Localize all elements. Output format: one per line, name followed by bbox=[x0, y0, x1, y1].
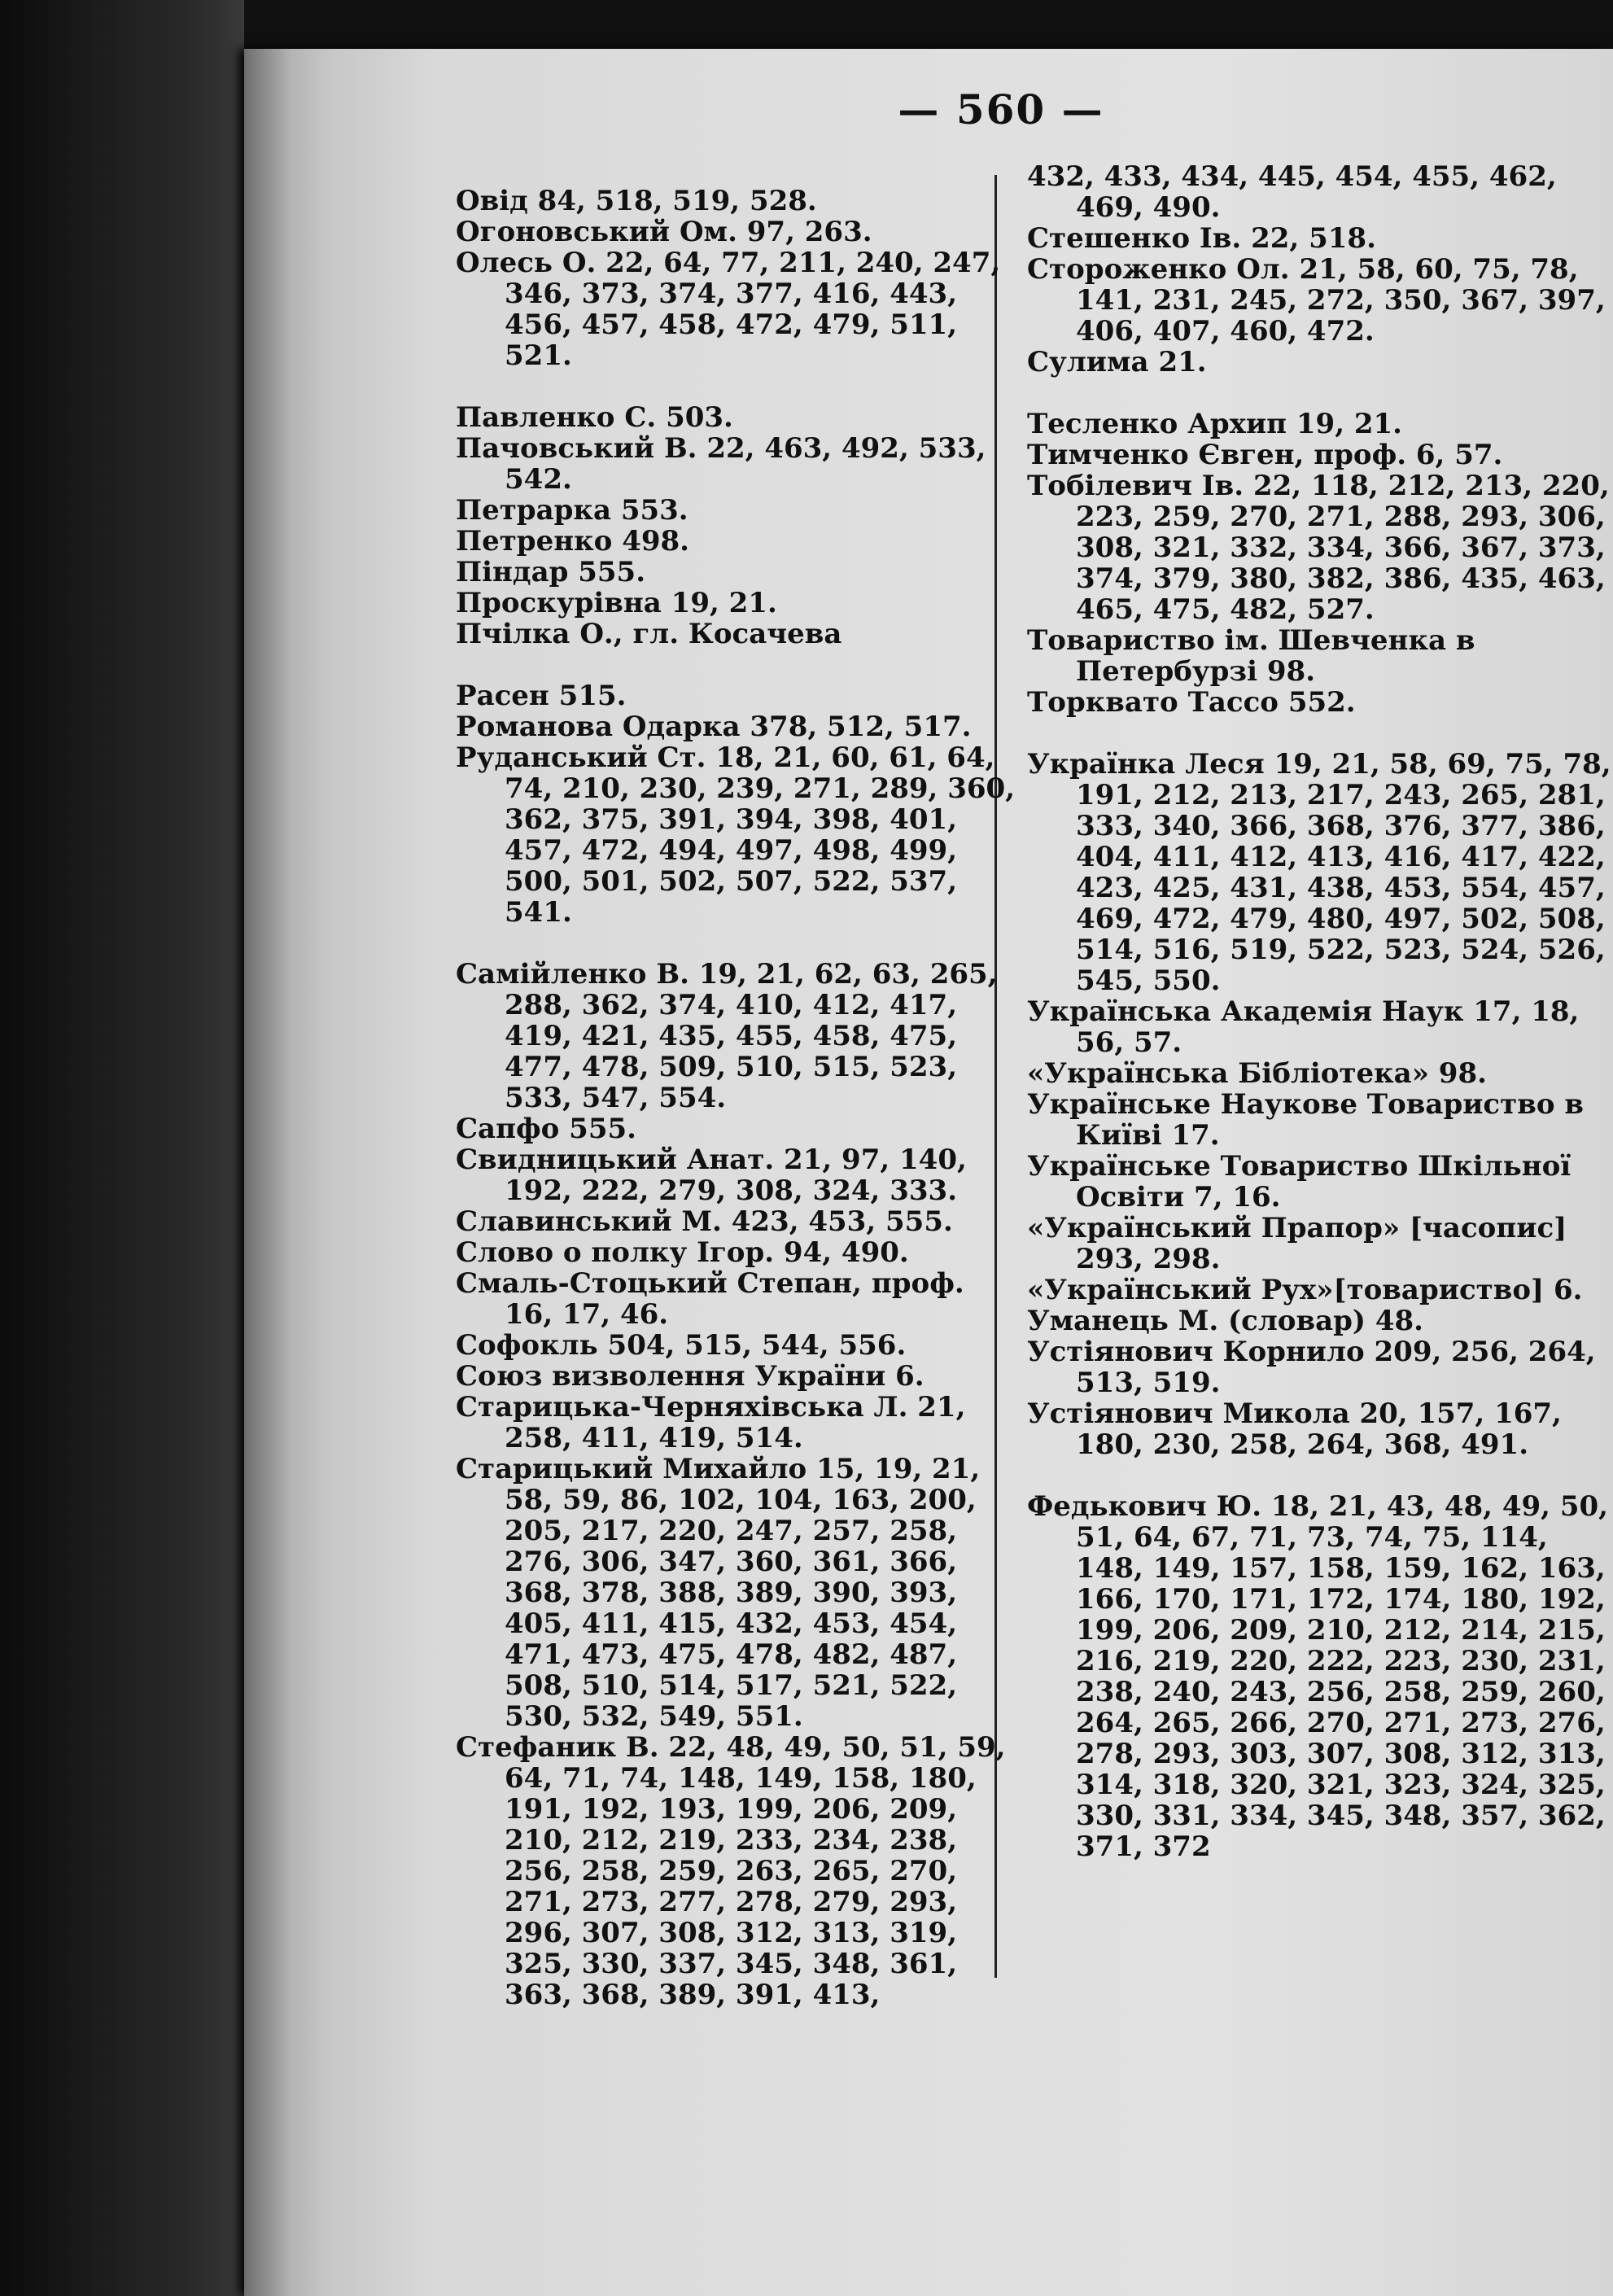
index-section-gap bbox=[1027, 1460, 1613, 1491]
index-entry-name: Сапфо bbox=[456, 1113, 560, 1145]
index-column-left bbox=[456, 186, 1017, 2010]
index-entry bbox=[456, 1144, 1017, 1206]
index-entry-name: Смаль-Стоцький bbox=[456, 1267, 728, 1300]
index-entry bbox=[1027, 625, 1613, 687]
index-entry-references: Ол. 21, 58, 60, 75, 78, 141, 231, 245, 272, 350, 367, 397, 406, 407, 460, 472. bbox=[1076, 253, 1606, 348]
index-entry-references: ім. Шевченка в Петербурзі 98. bbox=[1076, 624, 1475, 688]
index-entry-name: Українське bbox=[1027, 1088, 1211, 1121]
scan-dark-margin bbox=[0, 0, 244, 2296]
index-entry-name: Українка bbox=[1027, 748, 1176, 781]
index-entry-name: Тимченко bbox=[1027, 439, 1189, 471]
index-entry-references: Архип 19, 21. bbox=[1187, 408, 1403, 440]
index-entry-references: М. 423, 453, 555. bbox=[681, 1205, 953, 1238]
index-entry-name: Старицький bbox=[456, 1453, 654, 1485]
index-entry-references: С. 503. bbox=[624, 401, 733, 434]
index-entry bbox=[456, 1268, 1017, 1330]
index-entry bbox=[456, 247, 1017, 371]
index-entry-references: В. 19, 21, 62, 63, 265, 288, 362, 374, 410, 412, 417, 419, 421, 435, 455, 458, 475, 477, 478, 509, 510, 515, 523, 533, 547, 554. bbox=[505, 958, 998, 1114]
index-entry-name: Проскурівна bbox=[456, 587, 662, 619]
index-entry-references: 555. bbox=[578, 556, 646, 588]
index-entry-references: 19, 21. bbox=[671, 587, 777, 619]
index-entry-name: Слово bbox=[456, 1236, 554, 1269]
index-section-gap bbox=[456, 371, 1017, 402]
index-entry-name: Старицька-Черняхівська bbox=[456, 1391, 864, 1424]
index-entry-name: Романова bbox=[456, 711, 614, 743]
index-entry bbox=[456, 1361, 1017, 1392]
index-entry bbox=[456, 557, 1017, 588]
index-section-gap bbox=[456, 928, 1017, 959]
index-entry-name: Расен bbox=[456, 680, 549, 712]
index-entry-name: Пчілка bbox=[456, 618, 570, 650]
index-entry-name: Українське bbox=[1027, 1150, 1211, 1183]
index-entry bbox=[456, 1113, 1017, 1144]
index-entry-name: Стороженко bbox=[1027, 253, 1227, 286]
index-entry bbox=[1027, 1213, 1613, 1275]
index-section-gap bbox=[1027, 718, 1613, 749]
index-entry bbox=[1027, 996, 1613, 1058]
index-entry-name: Стешенко bbox=[1027, 222, 1191, 255]
index-column-right bbox=[1027, 161, 1613, 1862]
index-entry bbox=[456, 186, 1017, 216]
index-entry bbox=[1027, 1336, 1613, 1398]
index-entry-references: Академія Наук 17, 18, 56, 57. bbox=[1076, 995, 1580, 1059]
page-gutter-shadow bbox=[244, 49, 293, 2296]
index-entry-name: Свидницький bbox=[456, 1144, 677, 1176]
index-entry-references: 432, 433, 434, 445, 454, 455, 462, 469, 490. bbox=[1027, 160, 1557, 224]
index-entry bbox=[456, 959, 1017, 1113]
index-entry-name: Піндар bbox=[456, 556, 569, 588]
index-entry bbox=[456, 1237, 1017, 1268]
index-entry bbox=[1027, 161, 1613, 223]
index-entry bbox=[1027, 749, 1613, 996]
index-entry-references: Бібліотека» 98. bbox=[1238, 1057, 1487, 1090]
index-entry-references: Степан, проф. 16, 17, 46. bbox=[505, 1267, 964, 1331]
index-entry bbox=[1027, 1398, 1613, 1460]
index-section-gap bbox=[456, 649, 1017, 680]
index-entry bbox=[456, 216, 1017, 247]
index-entry-references: визволення України 6. bbox=[552, 1360, 925, 1393]
index-entry-name: Тобілевич bbox=[1027, 470, 1192, 502]
index-entry-references: Ів. 22, 118, 212, 213, 220, 223, 259, 270, 271, 288, 293, 306, 308, 321, 332, 334, 366, 367, 373, 374, 379, 380, 382, 386, 435, 463, 465, 475, 482, 527. bbox=[1076, 470, 1610, 626]
index-entry-references: Ів. 22, 518. bbox=[1199, 222, 1376, 255]
index-entry-name: Славинський bbox=[456, 1205, 672, 1238]
index-entry bbox=[1027, 1305, 1613, 1336]
index-entry-references: Ю. 18, 21, 43, 48, 49, 50, 51, 64, 67, 71, 73, 74, 75, 114, 148, 149, 157, 158, 159, 162, 163, 166, 170, 171, 172, 174, 180, 192, 199, 206, 209, 210, 212, 214, 215, 216, 219, 220, 222, 223, 230, 231, 238, 240, 243, 256, 258, 259, 260, 264, 265, 266, 270, 271, 273, 276, 278, 293, 303, 307, 308, 312, 313, 314, 318, 320, 321, 323, 324, 325, 330, 331, 334, 345, 348, 357, 362, 371, 372 bbox=[1076, 1490, 1608, 1863]
index-entry-references: 21. bbox=[1158, 346, 1207, 378]
index-entry-references: М. (словар) 48. bbox=[1178, 1305, 1423, 1337]
index-entry bbox=[456, 433, 1017, 495]
index-entry-name: Самійленко bbox=[456, 958, 647, 991]
index-entry bbox=[456, 1454, 1017, 1732]
index-entry-name: «Український bbox=[1027, 1274, 1252, 1306]
index-entry-name: Українська bbox=[1027, 995, 1212, 1028]
index-entry-references: Михайло 15, 19, 21, 58, 59, 86, 102, 104, 163, 200, 205, 217, 220, 247, 257, 258, 276, 306, 347, 360, 361, 366, 368, 378, 388, 389, 390, 393, 405, 411, 415, 432, 453, 454, 471, 473, 475, 478, 482, 487, 508, 510, 514, 517, 521, 522, 530, 532, 549, 551. bbox=[505, 1453, 981, 1733]
index-entry bbox=[1027, 1089, 1613, 1151]
page-number: — 560 — bbox=[898, 85, 1104, 133]
index-entry-references: Євген, проф. 6, 57. bbox=[1198, 439, 1503, 471]
index-entry-references: Тассо 552. bbox=[1187, 686, 1356, 719]
index-entry bbox=[456, 711, 1017, 742]
index-entry bbox=[1027, 223, 1613, 254]
index-entry-name: Пачовський bbox=[456, 432, 655, 465]
index-entry-name: Федькович bbox=[1027, 1490, 1207, 1523]
index-entry-references: Леся 19, 21, 58, 69, 75, 78, 191, 212, 213, 217, 243, 265, 281, 333, 340, 366, 368, 376, 377, 386, 404, 411, 412, 413, 416, 417, 422, 423, 425, 431, 438, 453, 554, 457, 469, 472, 479, 480, 497, 502, 508, 514, 516, 519, 522, 523, 524, 526, 545, 550. bbox=[1076, 748, 1611, 997]
index-entry-name: Олесь bbox=[456, 247, 553, 279]
index-entry bbox=[1027, 1275, 1613, 1305]
index-entry-references: Наукове Товариство в Київі 17. bbox=[1076, 1088, 1584, 1152]
index-entry bbox=[1027, 347, 1613, 378]
index-entry-name: «Український bbox=[1027, 1212, 1252, 1244]
index-entry-name: Уманець bbox=[1027, 1305, 1169, 1337]
index-entry-name: Товариство bbox=[1027, 624, 1215, 657]
index-entry bbox=[1027, 470, 1613, 625]
index-entry-references: 504, 515, 544, 556. bbox=[607, 1329, 907, 1362]
index-entry bbox=[1027, 1491, 1613, 1862]
index-entry bbox=[456, 495, 1017, 526]
index-entry-references: В. 22, 48, 49, 50, 51, 59, 64, 71, 74, 148, 149, 158, 180, 191, 192, 193, 199, 206, 209, 210, 212, 219, 233, 234, 238, 256, 258, 259, 263, 265, 270, 271, 273, 277, 278, 279, 293, 296, 307, 308, 312, 313, 319, 325, 330, 337, 345, 348, 361, 363, 368, 389, 391, 413, bbox=[505, 1731, 1006, 2011]
index-entry-name: Петренко bbox=[456, 525, 613, 558]
index-entry-name: Петрарка bbox=[456, 494, 611, 527]
index-entry-references: Рух»[товариство] 6. bbox=[1261, 1274, 1583, 1306]
index-entry-name: Союз bbox=[456, 1360, 543, 1393]
index-section-gap bbox=[1027, 378, 1613, 409]
index-entry-references: Ст. 18, 21, 60, 61, 64, 74, 210, 230, 239, 271, 289, 360, 362, 375, 391, 394, 398, 401, 457, 472, 494, 497, 498, 499, 500, 501, 502, 507, 522, 537, 541. bbox=[505, 741, 1016, 929]
index-entry bbox=[1027, 254, 1613, 347]
index-entry bbox=[456, 680, 1017, 711]
index-entry bbox=[1027, 1151, 1613, 1213]
index-entry bbox=[456, 526, 1017, 557]
index-entry-references: В. 22, 463, 492, 533, 542. bbox=[505, 432, 986, 496]
index-entry-references: Корнило 209, 256, 264, 513, 519. bbox=[1076, 1336, 1596, 1399]
index-entry bbox=[456, 1330, 1017, 1361]
index-entry-name: Тесленко bbox=[1027, 408, 1178, 440]
index-entry-references: 555. bbox=[569, 1113, 636, 1145]
index-entry bbox=[456, 619, 1017, 649]
index-entry bbox=[1027, 1058, 1613, 1089]
index-entry-references: О. 22, 64, 77, 211, 240, 247, 346, 373, 374, 377, 416, 443, 456, 457, 458, 472, 479, 511, 521. bbox=[505, 247, 1001, 372]
index-entry-name: Руданський bbox=[456, 741, 648, 774]
index-entry bbox=[456, 1392, 1017, 1454]
index-entry-name: Торквато bbox=[1027, 686, 1178, 719]
index-entry-references: Прапор» [часопис] 293, 298. bbox=[1076, 1212, 1567, 1275]
index-entry-name: Устіянович bbox=[1027, 1336, 1213, 1368]
index-entry-name: Устіянович bbox=[1027, 1397, 1213, 1430]
index-entry-name: Софокль bbox=[456, 1329, 598, 1362]
index-entry-name: Огоновський bbox=[456, 216, 671, 248]
index-entry-references: Л. 21, 258, 411, 419, 514. bbox=[505, 1391, 966, 1454]
index-entry bbox=[1027, 687, 1613, 718]
index-entry bbox=[456, 402, 1017, 433]
index-entry bbox=[456, 1206, 1017, 1237]
index-entry-references: 498. bbox=[622, 525, 689, 558]
index-entry-references: Товариство Шкільної Освіти 7, 16. bbox=[1076, 1150, 1571, 1214]
index-entry-name: «Українська bbox=[1027, 1057, 1229, 1090]
index-entry bbox=[456, 588, 1017, 619]
index-entry bbox=[1027, 409, 1613, 440]
index-entry-name: Овід bbox=[456, 185, 528, 217]
index-entry-references: Анат. 21, 97, 140, 192, 222, 279, 308, 324, 333. bbox=[505, 1144, 967, 1207]
index-entry-references: Ом. 97, 263. bbox=[679, 216, 872, 248]
index-entry-name: Сулима bbox=[1027, 346, 1149, 378]
index-entry-references: 84, 518, 519, 528. bbox=[537, 185, 817, 217]
index-entry-references: Микола 20, 157, 167, 180, 230, 258, 264, 368, 491. bbox=[1076, 1397, 1562, 1461]
index-entry bbox=[456, 1732, 1017, 2010]
index-entry bbox=[456, 742, 1017, 928]
index-entry-references: О., гл. Косачева bbox=[579, 618, 842, 650]
index-entry-references: 515. bbox=[558, 680, 627, 712]
index-entry-name: Павленко bbox=[456, 401, 615, 434]
index-entry-references: о полку Ігор. 94, 490. bbox=[562, 1236, 909, 1269]
index-entry bbox=[1027, 440, 1613, 470]
index-entry-references: 553. bbox=[620, 494, 688, 527]
index-entry-name: Стефаник bbox=[456, 1731, 617, 1764]
index-entry-references: Одарка 378, 512, 517. bbox=[622, 711, 972, 743]
